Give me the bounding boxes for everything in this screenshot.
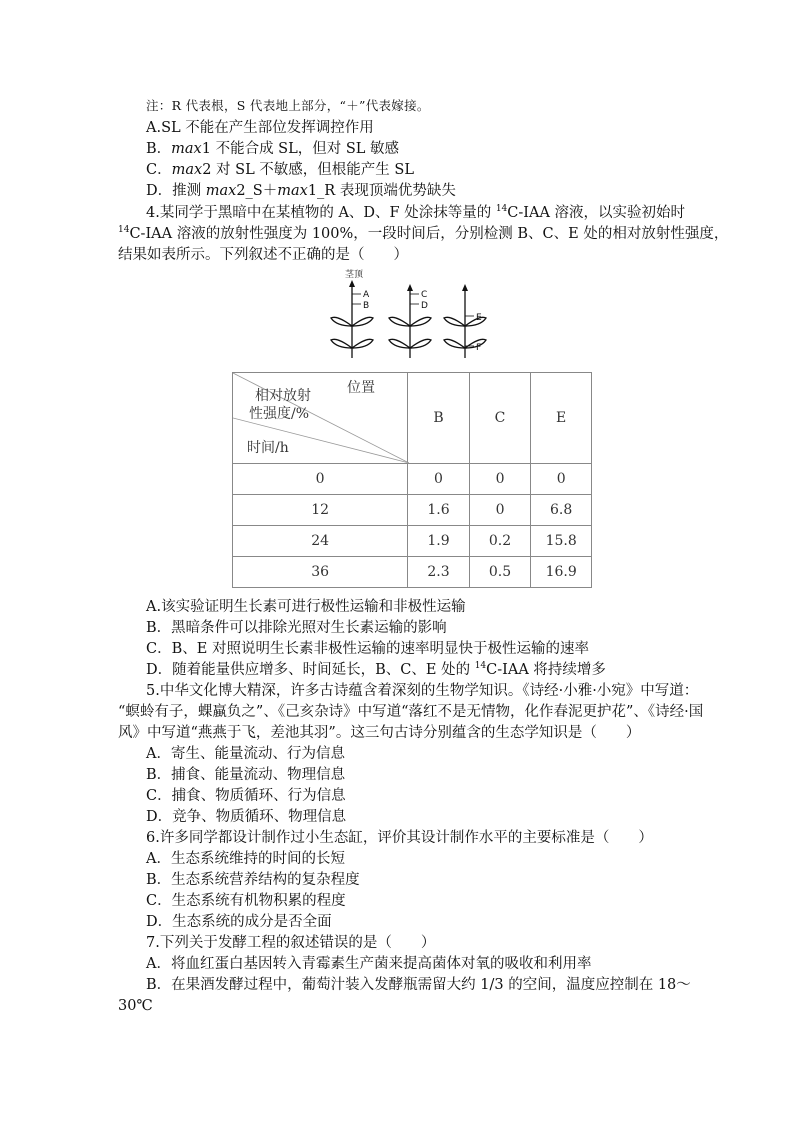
column-header-B: B: [408, 373, 470, 464]
table-corner-cell: [233, 373, 408, 464]
label-E: E: [476, 313, 482, 323]
value-cell: 0: [531, 464, 592, 495]
q7-option-b-cont: 30℃: [118, 998, 153, 1014]
label-B: B: [363, 301, 370, 311]
q4-option-c[interactable]: C．B、E 对照说明生长素非极性运输的速率明显快于极性运输的速率: [146, 641, 589, 657]
radioactivity-table: [232, 372, 592, 588]
value-cell: 16.9: [531, 557, 592, 588]
q7-option-b[interactable]: B．在果酒发酵过程中，葡萄汁装入发酵瓶需留大约 1/3 的空间，温度应控制在 18～: [146, 977, 691, 993]
label-F: F: [476, 343, 482, 353]
corner-time-label: 时间/h: [247, 440, 289, 456]
column-header-E: E: [531, 373, 592, 464]
q7-stem: 7.下列关于发酵工程的叙述错误的是（ ）: [146, 935, 436, 951]
q5-option-c[interactable]: C．捕食、物质循环、行为信息: [146, 788, 346, 804]
q4-stem-line2: $^{14}$C-IAA 溶液的放射性强度为 100%，一段时间后，分别检测 B、C、E 处的相对放射性强度，: [118, 225, 729, 242]
label-C: C: [421, 290, 428, 300]
label-A: A: [363, 290, 370, 300]
q5-option-a[interactable]: A．寄生、能量流动、行为信息: [146, 746, 345, 762]
time-cell: 36: [233, 557, 408, 588]
value-cell: 15.8: [531, 526, 592, 557]
time-cell: 0: [233, 464, 408, 495]
value-cell: 1.6: [408, 495, 470, 526]
table-row: [233, 557, 592, 588]
value-cell: 1.9: [408, 526, 470, 557]
q6-option-b[interactable]: B．生态系统营养结构的复杂程度: [146, 872, 360, 888]
value-cell: 0: [469, 464, 531, 495]
value-cell: 0: [469, 495, 531, 526]
stem-top-label: 茎顶: [345, 270, 364, 280]
value-cell: 6.8: [531, 495, 592, 526]
label-D: D: [421, 301, 428, 311]
q5-option-d[interactable]: D．竞争、物质循环、物理信息: [146, 809, 347, 825]
table-row: [233, 495, 592, 526]
q3-option-a[interactable]: A.SL 不能在产生部位发挥调控作用: [146, 120, 374, 136]
q3-option-d[interactable]: D．推测 max2_S＋max1_R 表现顶端优势缺失: [146, 183, 456, 199]
q6-option-a[interactable]: A．生态系统维持的时间的长短: [146, 851, 345, 867]
value-cell: 0.2: [469, 526, 531, 557]
value-cell: 2.3: [408, 557, 470, 588]
table-row: [233, 464, 592, 495]
q7-option-a[interactable]: A．将血红蛋白基因转入青霉素生产菌来提高菌体对氧的吸收和利用率: [146, 956, 592, 972]
q4-option-d[interactable]: D．随着能量供应增多、时间延长，B、C、E 处的 $^{14}$C-IAA 将持续增多: [146, 661, 606, 678]
q5-stem-line3: 风》中写道“燕燕于飞，差池其羽”。这三句古诗分别蕴含的生态学知识是（ ）: [118, 725, 641, 741]
q6-stem: 6.许多同学都设计制作过小生态缸，评价其设计制作水平的主要标准是（ ）: [146, 830, 653, 846]
time-cell: 24: [233, 526, 408, 557]
q6-option-c[interactable]: C．生态系统有机物积累的程度: [146, 893, 346, 909]
table-row: [233, 526, 592, 557]
q4-stem-line3: 结果如表所示。下列叙述不正确的是（ ）: [118, 247, 408, 263]
q4-option-b[interactable]: B．黑暗条件可以排除光照对生长素运输的影响: [146, 620, 447, 636]
q5-option-b[interactable]: B．捕食、能量流动、物理信息: [146, 767, 346, 783]
value-cell: 0.5: [469, 557, 531, 588]
table-note: 注：R 代表根，S 代表地上部分，“＋”代表嫁接。: [146, 98, 430, 113]
q5-stem-line1: 5.中华文化博大精深，许多古诗蕴含着深刻的生物学知识。《诗经·小雅·小宛》中写道：: [146, 683, 699, 699]
value-cell: 0: [408, 464, 470, 495]
q4-stem-line1: 4.某同学于黑暗中在某植物的 A、D、F 处涂抹等量的 $^{14}$C-IAA 溶液，以实验初始时: [146, 204, 686, 221]
q4-option-a[interactable]: A.该实验证明生长素可进行极性运输和非极性运输: [146, 599, 466, 615]
q5-stem-line2: “螟蛉有子，蜾蠃负之”、《己亥杂诗》中写道“落红不是无情物，化作春泥更护花”、《诗经·国: [118, 704, 704, 720]
column-header-C: C: [469, 373, 531, 464]
corner-position-label: 位置: [347, 380, 375, 396]
table-header-row: [233, 373, 592, 464]
corner-radioactivity-label-2: 性强度/%: [249, 406, 310, 422]
plant-figure: [325, 266, 495, 362]
q3-option-c[interactable]: C．max2 对 SL 不敏感，但根能产生 SL: [146, 162, 414, 178]
time-cell: 12: [233, 495, 408, 526]
q6-option-d[interactable]: D．生态系统的成分是否全面: [146, 914, 332, 930]
q3-option-b[interactable]: B．max1 不能合成 SL，但对 SL 敏感: [146, 141, 400, 157]
corner-radioactivity-label-1: 相对放射: [255, 388, 311, 404]
